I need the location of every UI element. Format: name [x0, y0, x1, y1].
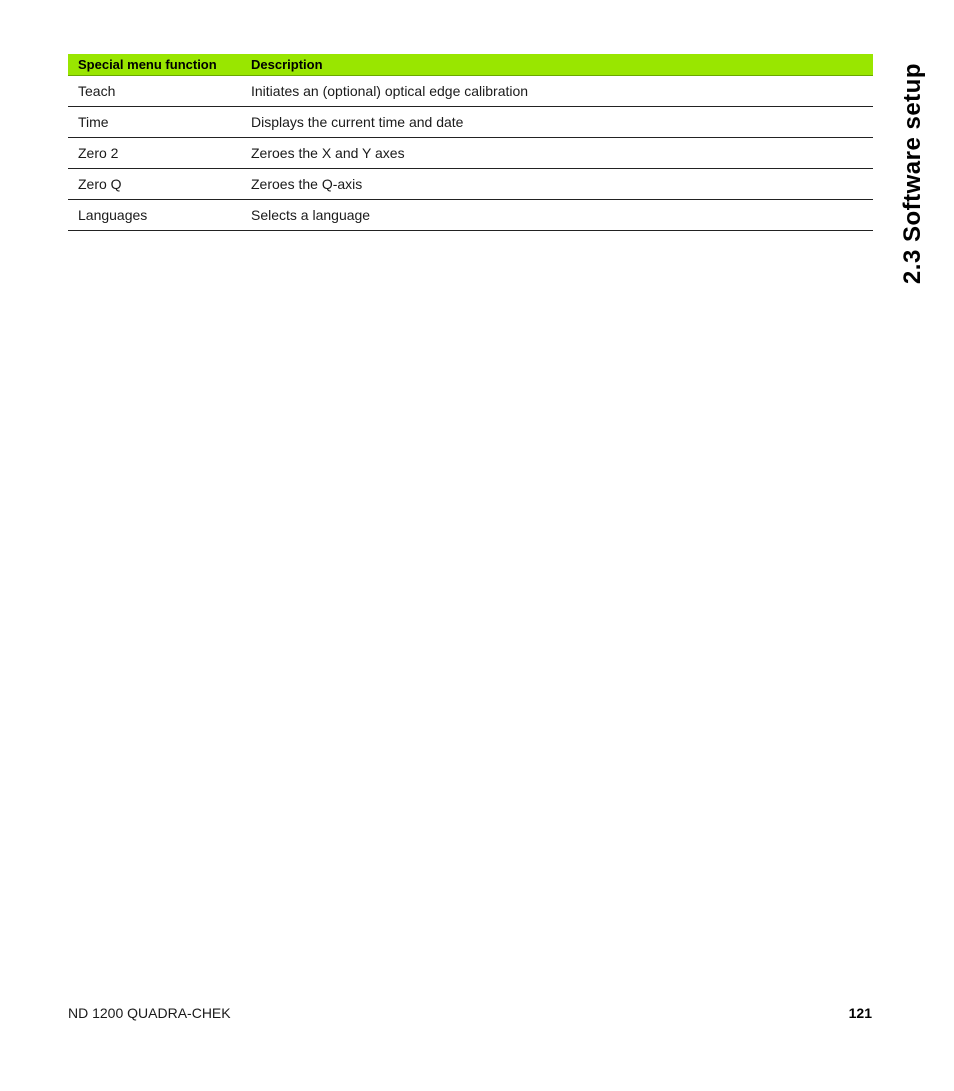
function-cell: Teach: [68, 76, 241, 107]
description-cell: Displays the current time and date: [241, 107, 873, 138]
table-row: [68, 169, 873, 200]
column-header-description: Description: [241, 54, 873, 76]
footer-page-number: 121: [848, 1005, 872, 1021]
table-row: [68, 107, 873, 138]
description-cell: Initiates an (optional) optical edge calibration: [241, 76, 873, 107]
function-cell: Languages: [68, 200, 241, 231]
table-row: [68, 200, 873, 231]
description-cell: Zeroes the X and Y axes: [241, 138, 873, 169]
function-cell: Zero 2: [68, 138, 241, 169]
section-side-title: [885, 54, 941, 284]
description-cell: Zeroes the Q-axis: [241, 169, 873, 200]
column-header-function: Special menu function: [68, 54, 241, 76]
table-row: [68, 138, 873, 169]
description-cell: Selects a language: [241, 200, 873, 231]
table-header-row: [68, 54, 873, 76]
special-menu-function-table: [68, 54, 873, 231]
function-cell: Time: [68, 107, 241, 138]
section-title-text: 2.3 Software setup: [899, 62, 926, 284]
table-row: [68, 76, 873, 107]
footer-product-name: ND 1200 QUADRA-CHEK: [68, 1005, 231, 1021]
function-cell: Zero Q: [68, 169, 241, 200]
